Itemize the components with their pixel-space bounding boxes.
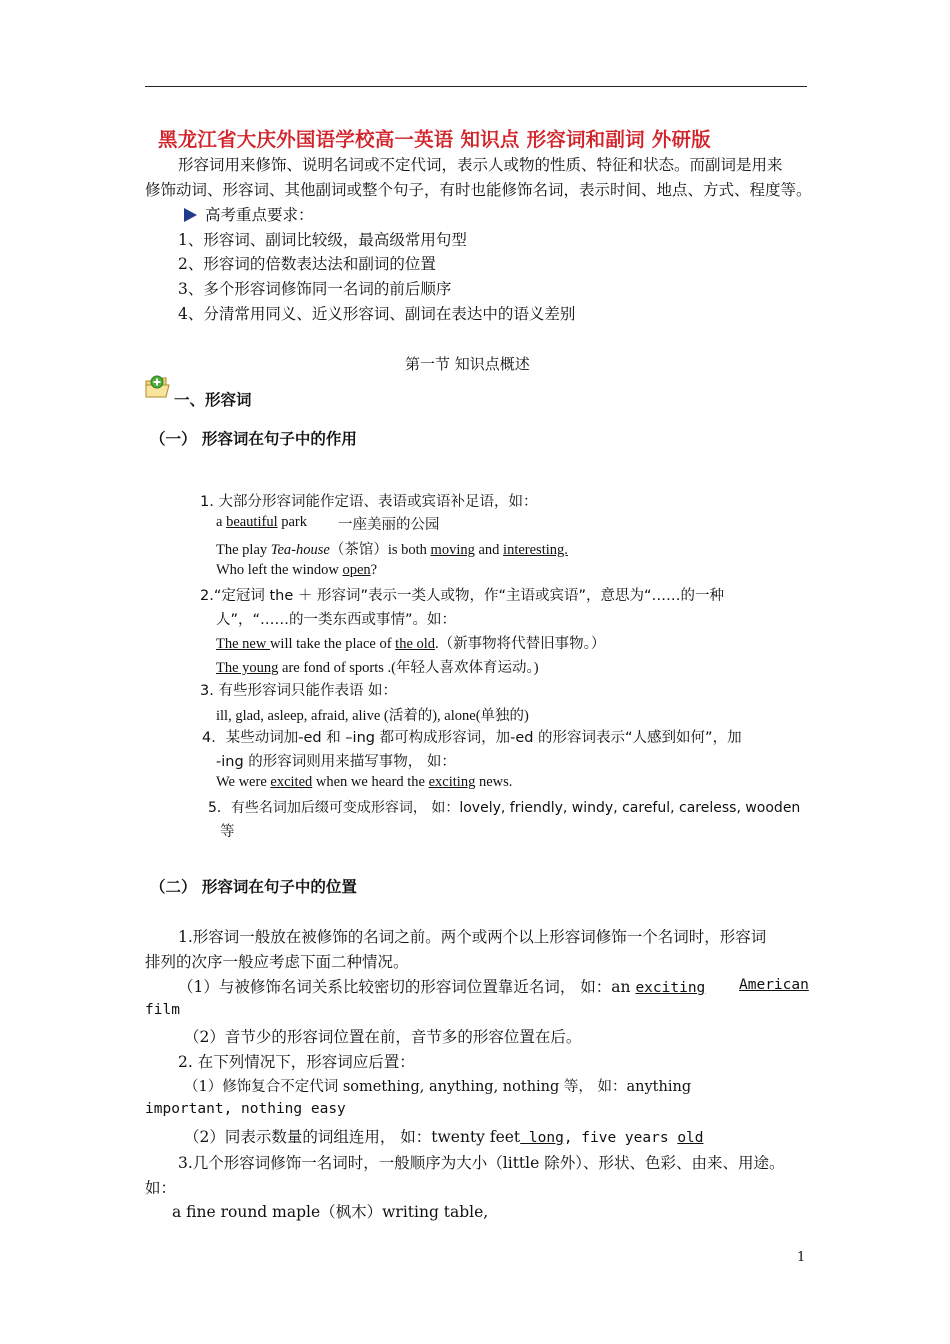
requirement-item: 1、形容词、副词比较级，最高级常用句型 [178, 231, 467, 249]
example-line: The young are fond of sports .(年轻人喜欢体育运动。) [216, 660, 539, 676]
position-word: American [739, 977, 809, 993]
box-line: 3. 有些形容词只能作表语 如： [200, 683, 398, 699]
sub2-heading: （二） 形容词在句子中的位置 [150, 878, 357, 896]
part1-heading: 一、形容词 [174, 391, 252, 409]
position-line: 2. 在下列情况下，形容词应后置： [178, 1053, 415, 1071]
sub1-heading: （一） 形容词在句子中的作用 [150, 430, 357, 448]
example-line: The new will take the place of the old.（新事物将代替旧事物。） [216, 636, 606, 652]
position-line: 排列的次序一般应考虑下面二种情况。 [145, 953, 409, 971]
requirement-item: 4、分清常用同义、近义形容词、副词在表达中的语义差别 [178, 305, 576, 323]
position-line: important, nothing easy [145, 1101, 346, 1117]
intro-line-1: 形容词用来修饰、说明名词或不定代词，表示人或物的性质、特征和状态。而副词是用来 [178, 156, 783, 174]
position-line: （1）修饰复合不定代词 something, anything, nothing 等， 如：anything [184, 1079, 692, 1095]
folder-add-icon [144, 372, 174, 402]
triangle-bullet-icon [184, 208, 197, 222]
position-line: （1）与被修饰名词关系比较密切的形容词位置靠近名词， 如：an exciting [178, 978, 706, 996]
box-line: 1. 大部分形容词能作定语、表语或宾语补足语，如： [200, 494, 538, 510]
usage-box [196, 484, 802, 840]
requirement-item: 3、多个形容词修饰同一名词的前后顺序 [178, 280, 452, 298]
example-line: Who left the window open? [216, 562, 378, 578]
requirements-heading: 高考重点要求： [184, 203, 314, 225]
example-line: We were excited when we heard the exciting news. [216, 774, 513, 790]
page-number: 1 [797, 1250, 806, 1265]
example-line: a fine round maple（枫木）writing table, [172, 1203, 489, 1221]
example-translation: 一座美丽的公园 [338, 517, 440, 533]
example-line: a beautiful park [216, 514, 307, 530]
example-line: ill, glad, asleep, afraid, alive (活着的), alone(单独的) [216, 708, 529, 724]
box-line: 等 [220, 824, 235, 840]
box-line: 4．某些动词加-ed 和 –ing 都可构成形容词，加-ed 的形容词表示“人感到如何”，加 [202, 730, 742, 746]
position-line: film [145, 1002, 180, 1018]
requirement-item: 2、形容词的倍数表达法和副词的位置 [178, 255, 436, 273]
position-line: 3.几个形容词修饰一名词时，一般顺序为大小（little 除外）、形状、色彩、由来、用途。 [178, 1154, 785, 1172]
position-line: （2）音节少的形容词位置在前，音节多的形容位置在后。 [184, 1028, 582, 1046]
position-line: （2）同表示数量的词组连用， 如：twenty feet long, five years old [184, 1128, 704, 1146]
box-line: 5．有些名词加后缀可变成形容词， 如：lovely, friendly, windy, careful, careless, wooden [208, 800, 801, 816]
example-line: The play Tea-house（茶馆）is both moving and interesting. [216, 542, 568, 558]
position-line: 如： [145, 1179, 177, 1197]
section-title: 第一节 知识点概述 [405, 355, 530, 373]
header-rule [145, 86, 807, 87]
document-title: 黑龙江省大庆外国语学校高一英语 知识点 形容词和副词 外研版 [158, 128, 711, 151]
position-line: 1.形容词一般放在被修饰的名词之前。两个或两个以上形容词修饰一个名词时，形容词 [178, 928, 767, 946]
box-line: 2.“定冠词 the ＋ 形容词”表示一类人或物，作“主语或宾语”，意思为“……的一种 [200, 588, 725, 604]
intro-line-2: 修饰动词、形容词、其他副词或整个句子，有时也能修饰名词，表示时间、地点、方式、程度等。 [145, 181, 812, 199]
box-line: -ing 的形容词则用来描写事物， 如： [216, 754, 456, 770]
box-line: 人”，“……的一类东西或事情”。如： [216, 612, 457, 628]
